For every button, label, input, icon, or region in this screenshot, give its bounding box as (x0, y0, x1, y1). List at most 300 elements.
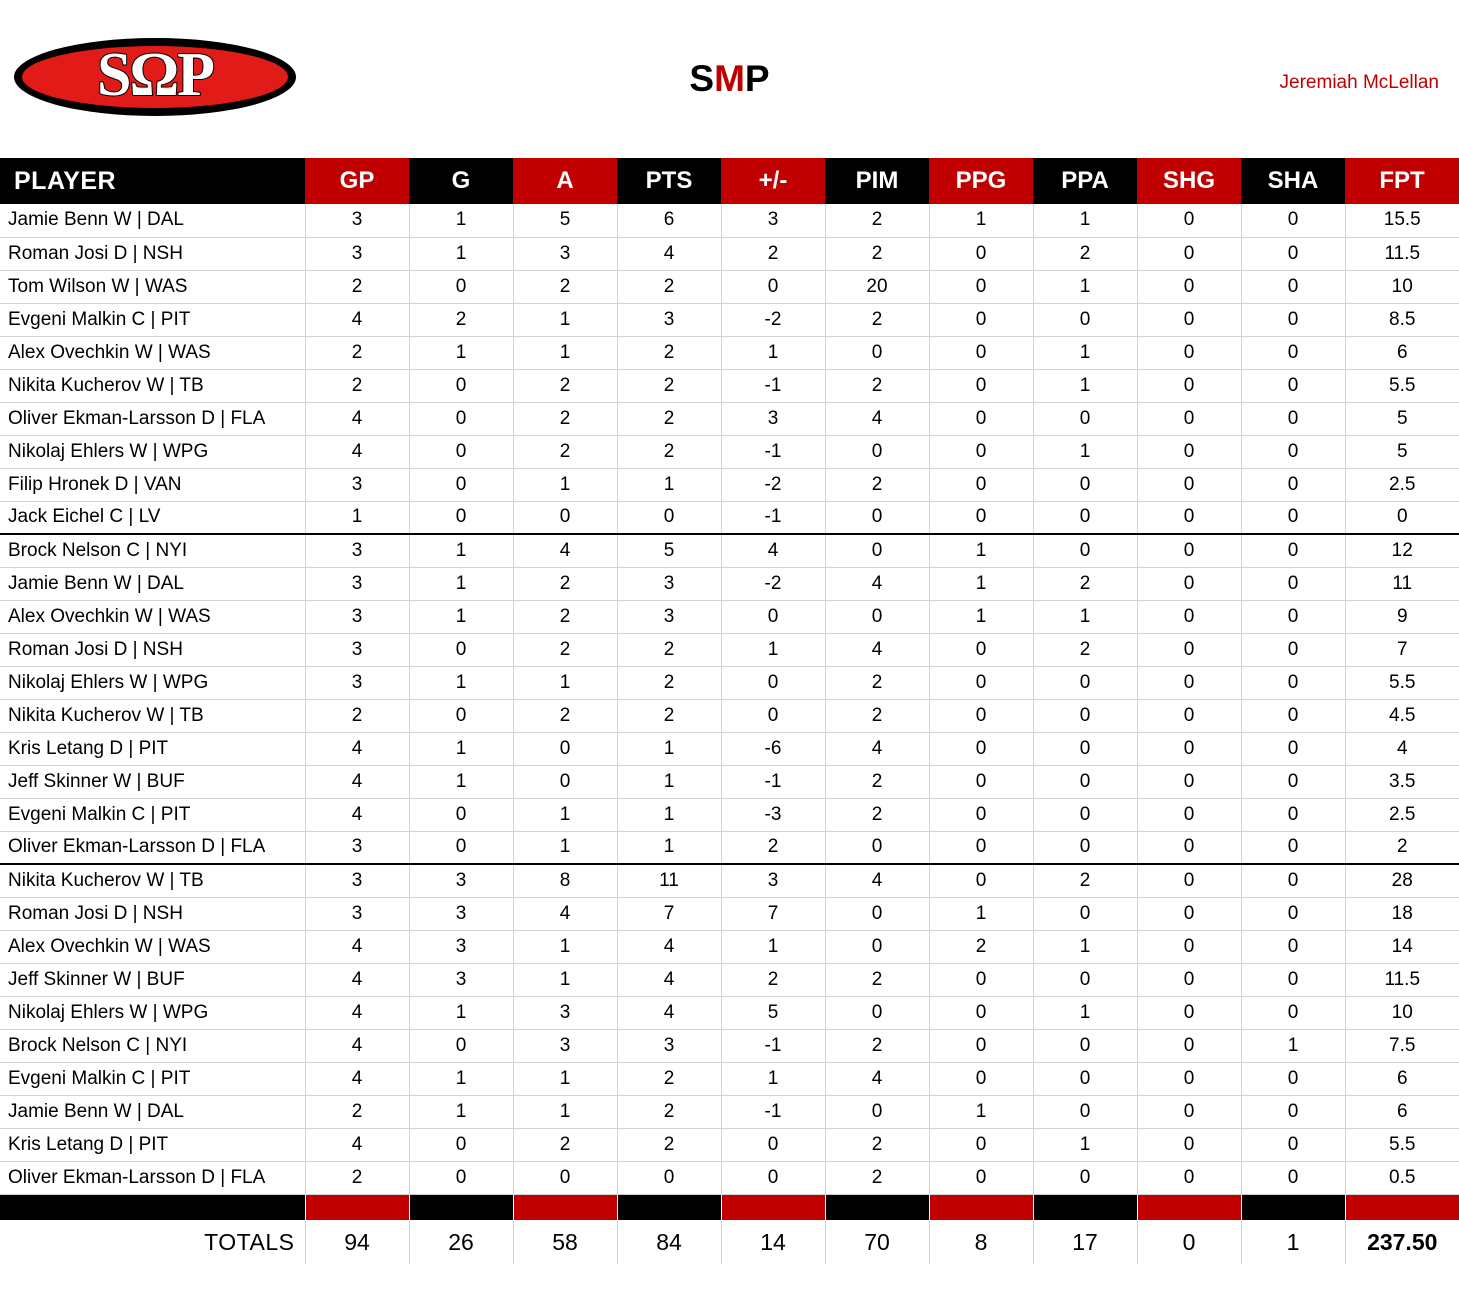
cell-pts: 2 (617, 1095, 721, 1128)
cell-pim: 4 (825, 864, 929, 897)
cell-pts: 2 (617, 435, 721, 468)
cell-pts: 6 (617, 204, 721, 237)
cell-g: 1 (409, 666, 513, 699)
table-row[interactable] (0, 402, 1459, 435)
cell-ppa: 0 (1033, 699, 1137, 732)
cell-g: 1 (409, 765, 513, 798)
table-row[interactable] (0, 1128, 1459, 1161)
cell-a: 1 (513, 831, 617, 864)
cell-ppg: 1 (929, 534, 1033, 567)
cell-fpt: 5 (1345, 402, 1459, 435)
cell-ppa: 2 (1033, 864, 1137, 897)
totals-shg: 0 (1137, 1220, 1241, 1264)
cell-gp: 4 (305, 798, 409, 831)
cell-sha: 0 (1241, 765, 1345, 798)
cell-gp: 3 (305, 633, 409, 666)
cell-sha: 0 (1241, 699, 1345, 732)
cell-pm: 1 (721, 1062, 825, 1095)
cell-gp: 3 (305, 534, 409, 567)
cell-pim: 0 (825, 831, 929, 864)
cell-g: 0 (409, 402, 513, 435)
cell-ppg: 0 (929, 237, 1033, 270)
cell-fpt: 14 (1345, 930, 1459, 963)
column-header-ppa[interactable]: PPA (1033, 158, 1137, 204)
totals-pts: 84 (617, 1220, 721, 1264)
cell-pm: -6 (721, 732, 825, 765)
cell-ppa: 0 (1033, 897, 1137, 930)
cell-pm: -1 (721, 369, 825, 402)
cell-ppg: 0 (929, 1161, 1033, 1194)
table-row[interactable] (0, 864, 1459, 897)
player-stats-table (0, 158, 1459, 1264)
cell-g: 1 (409, 600, 513, 633)
cell-fpt: 2.5 (1345, 468, 1459, 501)
cell-player: Jamie Benn W | DAL (0, 567, 305, 600)
cell-pim: 0 (825, 930, 929, 963)
column-header-plusminus[interactable]: +/- (721, 158, 825, 204)
cell-shg: 0 (1137, 930, 1241, 963)
cell-pts: 4 (617, 996, 721, 1029)
cell-g: 0 (409, 1128, 513, 1161)
cell-fpt: 15.5 (1345, 204, 1459, 237)
cell-a: 2 (513, 435, 617, 468)
cell-fpt: 7 (1345, 633, 1459, 666)
table-row[interactable] (0, 963, 1459, 996)
cell-gp: 3 (305, 567, 409, 600)
cell-player: Alex Ovechkin W | WAS (0, 600, 305, 633)
cell-fpt: 18 (1345, 897, 1459, 930)
cell-a: 0 (513, 765, 617, 798)
table-row[interactable] (0, 534, 1459, 567)
cell-fpt: 5 (1345, 435, 1459, 468)
divider-block (825, 1194, 929, 1220)
cell-gp: 3 (305, 864, 409, 897)
cell-pm: 3 (721, 204, 825, 237)
column-header-sha[interactable]: SHA (1241, 158, 1345, 204)
cell-fpt: 11.5 (1345, 237, 1459, 270)
page-title-part-2: M (714, 58, 745, 99)
cell-ppa: 2 (1033, 633, 1137, 666)
divider-block (1345, 1194, 1459, 1220)
cell-a: 2 (513, 699, 617, 732)
table-row[interactable] (0, 1095, 1459, 1128)
cell-player: Kris Letang D | PIT (0, 732, 305, 765)
cell-pim: 0 (825, 600, 929, 633)
cell-a: 2 (513, 1128, 617, 1161)
cell-ppa: 0 (1033, 1161, 1137, 1194)
table-row[interactable] (0, 930, 1459, 963)
table-row[interactable] (0, 1062, 1459, 1095)
cell-pm: 2 (721, 237, 825, 270)
table-row[interactable] (0, 765, 1459, 798)
cell-gp: 4 (305, 732, 409, 765)
cell-ppa: 0 (1033, 468, 1137, 501)
cell-a: 4 (513, 897, 617, 930)
cell-ppa: 2 (1033, 567, 1137, 600)
cell-g: 1 (409, 204, 513, 237)
cell-pm: 3 (721, 864, 825, 897)
cell-player: Oliver Ekman-Larsson D | FLA (0, 402, 305, 435)
cell-pim: 4 (825, 402, 929, 435)
cell-gp: 4 (305, 1029, 409, 1062)
cell-sha: 0 (1241, 1095, 1345, 1128)
cell-pts: 2 (617, 402, 721, 435)
cell-sha: 0 (1241, 600, 1345, 633)
cell-ppg: 0 (929, 468, 1033, 501)
cell-sha: 0 (1241, 468, 1345, 501)
cell-player: Filip Hronek D | VAN (0, 468, 305, 501)
cell-player: Jamie Benn W | DAL (0, 204, 305, 237)
cell-pm: -2 (721, 468, 825, 501)
cell-player: Alex Ovechkin W | WAS (0, 930, 305, 963)
cell-pts: 0 (617, 501, 721, 534)
cell-sha: 0 (1241, 831, 1345, 864)
table-row[interactable] (0, 303, 1459, 336)
cell-ppa: 0 (1033, 1029, 1137, 1062)
cell-ppg: 0 (929, 1128, 1033, 1161)
cell-shg: 0 (1137, 204, 1241, 237)
cell-sha: 0 (1241, 501, 1345, 534)
table-row[interactable] (0, 732, 1459, 765)
cell-a: 2 (513, 369, 617, 402)
cell-pts: 3 (617, 600, 721, 633)
cell-pim: 2 (825, 1128, 929, 1161)
column-header-pts[interactable]: PTS (617, 158, 721, 204)
cell-pim: 4 (825, 1062, 929, 1095)
cell-ppg: 0 (929, 831, 1033, 864)
cell-shg: 0 (1137, 237, 1241, 270)
totals-divider-band (0, 1194, 1459, 1220)
cell-pm: 2 (721, 963, 825, 996)
cell-shg: 0 (1137, 600, 1241, 633)
cell-pm: 0 (721, 270, 825, 303)
cell-player: Roman Josi D | NSH (0, 897, 305, 930)
cell-fpt: 5.5 (1345, 1128, 1459, 1161)
table-row[interactable] (0, 666, 1459, 699)
column-header-player[interactable]: PLAYER (0, 158, 305, 204)
column-header-pim[interactable]: PIM (825, 158, 929, 204)
cell-pm: 1 (721, 930, 825, 963)
table-row[interactable] (0, 567, 1459, 600)
table-row[interactable] (0, 1161, 1459, 1194)
cell-g: 0 (409, 270, 513, 303)
cell-ppa: 0 (1033, 666, 1137, 699)
cell-a: 1 (513, 930, 617, 963)
cell-sha: 0 (1241, 237, 1345, 270)
cell-player: Oliver Ekman-Larsson D | FLA (0, 831, 305, 864)
cell-a: 3 (513, 1029, 617, 1062)
column-header-ppg[interactable]: PPG (929, 158, 1033, 204)
cell-shg: 0 (1137, 468, 1241, 501)
cell-pm: 1 (721, 633, 825, 666)
cell-pm: -1 (721, 1095, 825, 1128)
cell-ppg: 0 (929, 501, 1033, 534)
cell-player: Nikita Kucherov W | TB (0, 864, 305, 897)
totals-pim: 70 (825, 1220, 929, 1264)
cell-pm: -2 (721, 303, 825, 336)
cell-pim: 2 (825, 666, 929, 699)
cell-shg: 0 (1137, 864, 1241, 897)
cell-g: 3 (409, 864, 513, 897)
cell-gp: 4 (305, 996, 409, 1029)
totals-fpt: 237.50 (1345, 1220, 1459, 1264)
cell-gp: 3 (305, 666, 409, 699)
table-row[interactable] (0, 501, 1459, 534)
table-row[interactable] (0, 699, 1459, 732)
cell-player: Brock Nelson C | NYI (0, 1029, 305, 1062)
table-row[interactable] (0, 1029, 1459, 1062)
cell-g: 1 (409, 1095, 513, 1128)
cell-shg: 0 (1137, 666, 1241, 699)
cell-pim: 2 (825, 468, 929, 501)
totals-g: 26 (409, 1220, 513, 1264)
totals-pm: 14 (721, 1220, 825, 1264)
page-header (0, 0, 1459, 158)
cell-sha: 0 (1241, 402, 1345, 435)
divider-block (409, 1194, 513, 1220)
cell-a: 2 (513, 600, 617, 633)
cell-player: Jamie Benn W | DAL (0, 1095, 305, 1128)
table-row[interactable] (0, 996, 1459, 1029)
cell-fpt: 5.5 (1345, 666, 1459, 699)
cell-player: Nikolaj Ehlers W | WPG (0, 996, 305, 1029)
cell-player: Roman Josi D | NSH (0, 237, 305, 270)
cell-pts: 7 (617, 897, 721, 930)
cell-a: 1 (513, 798, 617, 831)
cell-gp: 4 (305, 402, 409, 435)
cell-pts: 1 (617, 798, 721, 831)
cell-player: Jack Eichel C | LV (0, 501, 305, 534)
cell-gp: 4 (305, 303, 409, 336)
cell-gp: 3 (305, 237, 409, 270)
cell-sha: 0 (1241, 963, 1345, 996)
cell-ppa: 0 (1033, 1062, 1137, 1095)
cell-fpt: 11 (1345, 567, 1459, 600)
cell-gp: 2 (305, 699, 409, 732)
cell-gp: 4 (305, 1062, 409, 1095)
cell-a: 0 (513, 501, 617, 534)
cell-a: 1 (513, 666, 617, 699)
cell-pim: 2 (825, 765, 929, 798)
cell-sha: 0 (1241, 303, 1345, 336)
cell-ppg: 1 (929, 204, 1033, 237)
divider-block (1241, 1194, 1345, 1220)
cell-pts: 4 (617, 930, 721, 963)
cell-ppg: 0 (929, 402, 1033, 435)
totals-ppg: 8 (929, 1220, 1033, 1264)
cell-player: Jeff Skinner W | BUF (0, 963, 305, 996)
cell-g: 2 (409, 303, 513, 336)
cell-pts: 5 (617, 534, 721, 567)
cell-sha: 0 (1241, 930, 1345, 963)
cell-shg: 0 (1137, 1128, 1241, 1161)
cell-fpt: 4.5 (1345, 699, 1459, 732)
cell-pim: 2 (825, 1161, 929, 1194)
table-row[interactable] (0, 336, 1459, 369)
cell-gp: 4 (305, 930, 409, 963)
cell-a: 3 (513, 996, 617, 1029)
cell-player: Nikita Kucherov W | TB (0, 369, 305, 402)
cell-gp: 4 (305, 765, 409, 798)
cell-player: Roman Josi D | NSH (0, 633, 305, 666)
cell-g: 0 (409, 633, 513, 666)
cell-pts: 2 (617, 1128, 721, 1161)
cell-pim: 2 (825, 369, 929, 402)
column-header-g[interactable]: G (409, 158, 513, 204)
cell-pts: 2 (617, 633, 721, 666)
cell-a: 1 (513, 336, 617, 369)
divider-block (0, 1194, 305, 1220)
table-header (0, 158, 1459, 204)
cell-ppg: 0 (929, 798, 1033, 831)
cell-pts: 2 (617, 336, 721, 369)
header-row (0, 158, 1459, 204)
cell-pts: 4 (617, 963, 721, 996)
cell-pts: 2 (617, 1062, 721, 1095)
cell-ppa: 0 (1033, 732, 1137, 765)
cell-ppg: 0 (929, 996, 1033, 1029)
cell-pim: 0 (825, 534, 929, 567)
cell-ppg: 1 (929, 567, 1033, 600)
table-row[interactable] (0, 633, 1459, 666)
cell-shg: 0 (1137, 963, 1241, 996)
cell-shg: 0 (1137, 1029, 1241, 1062)
cell-pm: -2 (721, 567, 825, 600)
cell-shg: 0 (1137, 996, 1241, 1029)
column-header-gp[interactable]: GP (305, 158, 409, 204)
cell-a: 8 (513, 864, 617, 897)
cell-sha: 0 (1241, 732, 1345, 765)
cell-pim: 2 (825, 1029, 929, 1062)
cell-ppg: 0 (929, 666, 1033, 699)
table-row[interactable] (0, 600, 1459, 633)
owner-name: Jeremiah McLellan (1279, 72, 1439, 93)
cell-player: Oliver Ekman-Larsson D | FLA (0, 1161, 305, 1194)
cell-ppg: 0 (929, 336, 1033, 369)
table-row[interactable] (0, 204, 1459, 237)
table-row[interactable] (0, 798, 1459, 831)
cell-pim: 4 (825, 732, 929, 765)
cell-a: 4 (513, 534, 617, 567)
cell-ppg: 0 (929, 303, 1033, 336)
cell-player: Nikolaj Ehlers W | WPG (0, 435, 305, 468)
cell-g: 0 (409, 435, 513, 468)
cell-player: Kris Letang D | PIT (0, 1128, 305, 1161)
cell-pm: 0 (721, 1161, 825, 1194)
cell-pts: 11 (617, 864, 721, 897)
cell-g: 0 (409, 699, 513, 732)
cell-pm: -3 (721, 798, 825, 831)
column-header-fpt[interactable]: FPT (1345, 158, 1459, 204)
table-row[interactable] (0, 270, 1459, 303)
cell-gp: 2 (305, 369, 409, 402)
cell-player: Nikolaj Ehlers W | WPG (0, 666, 305, 699)
cell-ppa: 1 (1033, 435, 1137, 468)
cell-ppg: 0 (929, 1062, 1033, 1095)
cell-ppa: 0 (1033, 963, 1137, 996)
cell-ppg: 1 (929, 897, 1033, 930)
divider-block (721, 1194, 825, 1220)
cell-shg: 0 (1137, 435, 1241, 468)
cell-pim: 2 (825, 963, 929, 996)
cell-pts: 0 (617, 1161, 721, 1194)
cell-ppg: 1 (929, 1095, 1033, 1128)
cell-shg: 0 (1137, 765, 1241, 798)
cell-pim: 2 (825, 798, 929, 831)
column-header-a[interactable]: A (513, 158, 617, 204)
totals-a: 58 (513, 1220, 617, 1264)
cell-ppg: 0 (929, 699, 1033, 732)
cell-sha: 0 (1241, 435, 1345, 468)
cell-sha: 0 (1241, 633, 1345, 666)
cell-ppa: 1 (1033, 600, 1137, 633)
cell-gp: 2 (305, 336, 409, 369)
cell-ppg: 0 (929, 765, 1033, 798)
cell-pm: 7 (721, 897, 825, 930)
cell-fpt: 0 (1345, 501, 1459, 534)
cell-a: 2 (513, 567, 617, 600)
cell-a: 3 (513, 237, 617, 270)
cell-pm: 0 (721, 666, 825, 699)
cell-player: Jeff Skinner W | BUF (0, 765, 305, 798)
cell-ppg: 1 (929, 600, 1033, 633)
table-row[interactable] (0, 369, 1459, 402)
cell-g: 3 (409, 897, 513, 930)
cell-gp: 1 (305, 501, 409, 534)
cell-fpt: 6 (1345, 1062, 1459, 1095)
cell-player: Tom Wilson W | WAS (0, 270, 305, 303)
cell-pm: 5 (721, 996, 825, 1029)
cell-fpt: 6 (1345, 336, 1459, 369)
cell-pim: 2 (825, 204, 929, 237)
page-title-part-3: P (744, 58, 770, 99)
cell-pts: 1 (617, 765, 721, 798)
cell-pim: 2 (825, 237, 929, 270)
table-row[interactable] (0, 831, 1459, 864)
cell-shg: 0 (1137, 897, 1241, 930)
cell-gp: 2 (305, 1095, 409, 1128)
cell-shg: 0 (1137, 270, 1241, 303)
cell-shg: 0 (1137, 1161, 1241, 1194)
cell-pim: 4 (825, 567, 929, 600)
table-row[interactable] (0, 468, 1459, 501)
cell-player: Brock Nelson C | NYI (0, 534, 305, 567)
cell-fpt: 0.5 (1345, 1161, 1459, 1194)
cell-gp: 3 (305, 204, 409, 237)
divider-block (929, 1194, 1033, 1220)
table-row[interactable] (0, 237, 1459, 270)
cell-pts: 2 (617, 699, 721, 732)
cell-g: 0 (409, 1161, 513, 1194)
table-row[interactable] (0, 897, 1459, 930)
cell-player: Evgeni Malkin C | PIT (0, 1062, 305, 1095)
cell-gp: 4 (305, 1128, 409, 1161)
cell-gp: 3 (305, 468, 409, 501)
cell-ppa: 0 (1033, 765, 1137, 798)
cell-g: 0 (409, 468, 513, 501)
column-header-shg[interactable]: SHG (1137, 158, 1241, 204)
cell-ppa: 0 (1033, 1095, 1137, 1128)
cell-gp: 4 (305, 963, 409, 996)
cell-a: 2 (513, 270, 617, 303)
cell-pts: 3 (617, 567, 721, 600)
cell-shg: 0 (1137, 831, 1241, 864)
table-row[interactable] (0, 435, 1459, 468)
cell-shg: 0 (1137, 1062, 1241, 1095)
cell-shg: 0 (1137, 369, 1241, 402)
cell-ppa: 1 (1033, 204, 1137, 237)
totals-label: TOTALS (0, 1220, 305, 1264)
